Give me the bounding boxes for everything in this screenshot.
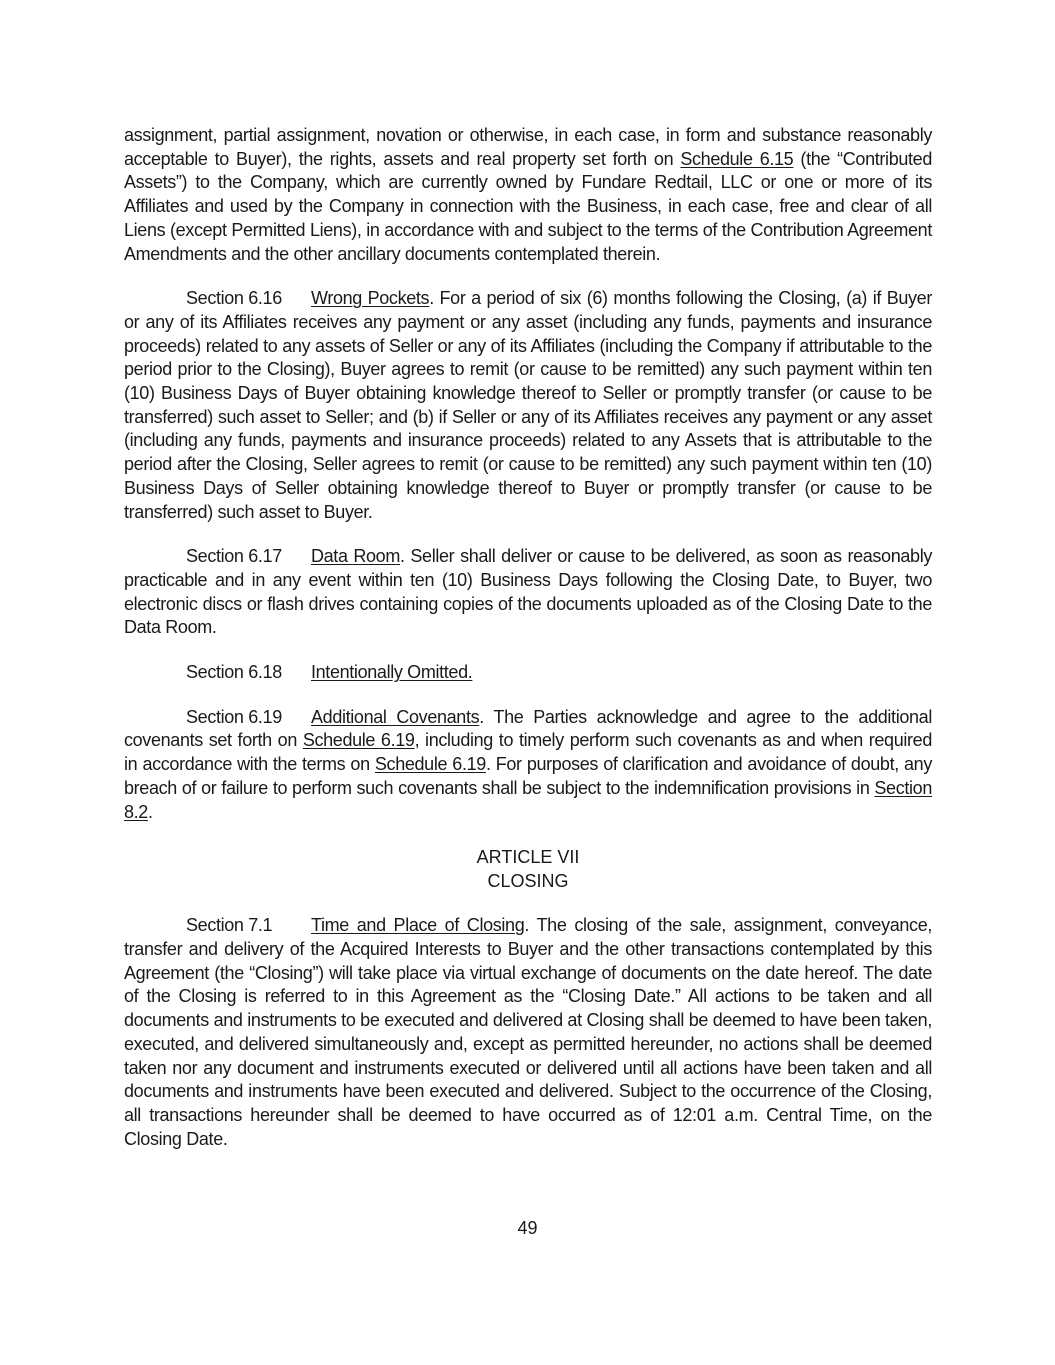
schedule-6-19-reference: Schedule 6.19	[302, 730, 415, 751]
schedule-6-15-reference: Schedule 6.15	[680, 148, 794, 169]
intro-paragraph: assignment, partial assignment, novation or otherwise, in each case, in form and substance reasonably acceptable to Buyer), the rights, assets and real property set forth on Schedule 6.15 (the “Contributed Assets”) to the Company, which are currently owned by Fundare Redtail, LLC or one or more of its Affiliates and used by the Company in connection with the Business, in each case, free and clear of all Liens (except Permitted Liens), in accordance with and subject to the terms of the Contribution Agreement Amendments and the other ancillary documents contemplated therein.	[124, 125, 932, 264]
article-number: ARTICLE VII	[476, 847, 580, 868]
section-title: Additional Covenants	[311, 706, 480, 727]
section-number: Section 7.1	[186, 915, 273, 936]
article-title: CLOSING	[487, 871, 569, 892]
schedule-6-19-reference: Schedule 6.19	[374, 754, 486, 775]
section-number: Section 6.17	[186, 546, 282, 567]
section-6-19: Section 6.19 Additional Covenants. The Parties acknowledge and agree to the additional covenants set forth on Schedule 6.19, including to timely perform such covenants as and when required in accordance with the terms on Schedule 6.19. For purposes of clarification and avoidance of doubt, any breach of or failure to perform such covenants shall be subject to the indemnification provisions in Section 8.2.	[124, 706, 932, 822]
document-body	[124, 124, 932, 1172]
page-number: 49	[517, 1218, 538, 1238]
section-7-1	[124, 914, 932, 1151]
article-heading	[124, 845, 932, 893]
section-title: Intentionally Omitted.	[311, 662, 473, 683]
section-body: . The closing of the sale, assignment, conveyance, transfer and delivery of the Acquired Interests to Buyer and the other transactions contemplated by this Agreement (the “Closing”) will take place via virtual exchange of documents on the date hereof. The date of the Closing is referred to in this Agreement as the “Closing Date.” All actions to be taken and all documents and instruments to be executed and delivered at Closing shall be deemed to have been taken, executed, and delivered simultaneously and, except as permitted hereunder, no actions shall be deemed taken nor any document and instruments executed or delivered until all actions have been taken and all documents and instruments have been executed and delivered. Subject to the occurrence of the Closing, all transactions hereunder shall be deemed to have occurred as of 12:01 a.m. Central Time, on the Closing Date.	[124, 915, 933, 1149]
section-body: . Seller shall deliver or cause to be delivered, as soon as reasonably practicable and in any event within ten (10) Business Days following the Closing Date, to Buyer, two electronic discs or flash drives containing copies of the documents uploaded as of the Closing Date to the Data Room.	[124, 546, 933, 638]
section-number: Section 6.16	[186, 288, 282, 309]
section-6-16	[124, 287, 932, 524]
section-number: Section 6.18	[186, 662, 282, 683]
section-6-18	[124, 661, 932, 685]
section-number: Section 6.19	[186, 706, 282, 727]
section-8-2-reference: Section 8.2	[124, 777, 932, 822]
section-body: . For a period of six (6) months following the Closing, (a) if Buyer or any of its Affiliates receives any payment or any asset (including any funds, payments and insurance proceeds) related to any assets of Seller or any of its Affiliates (including the Company if attributable to the period prior to the Closing), Buyer agrees to remit (or cause to be remitted) any such payment within ten (10) Business Days of Buyer obtaining knowledge thereof to Seller or promptly transfer (or cause to be transferred) such asset to Seller; and (b) if Seller or any of its Affiliates receives any payment or any asset (including any funds, payments and insurance proceeds) related to any Assets that is attributable to the period after the Closing, Seller agrees to remit (or cause to be remitted) any such payment within ten (10) Business Days of Seller obtaining knowledge thereof to Buyer or promptly transfer (or cause to be transferred) such asset to Buyer.	[124, 288, 932, 522]
section-title: Time and Place of Closing	[311, 915, 525, 936]
section-title: Wrong Pockets	[311, 288, 430, 309]
section-title: Data Room	[311, 546, 400, 567]
section-6-17	[124, 545, 932, 640]
